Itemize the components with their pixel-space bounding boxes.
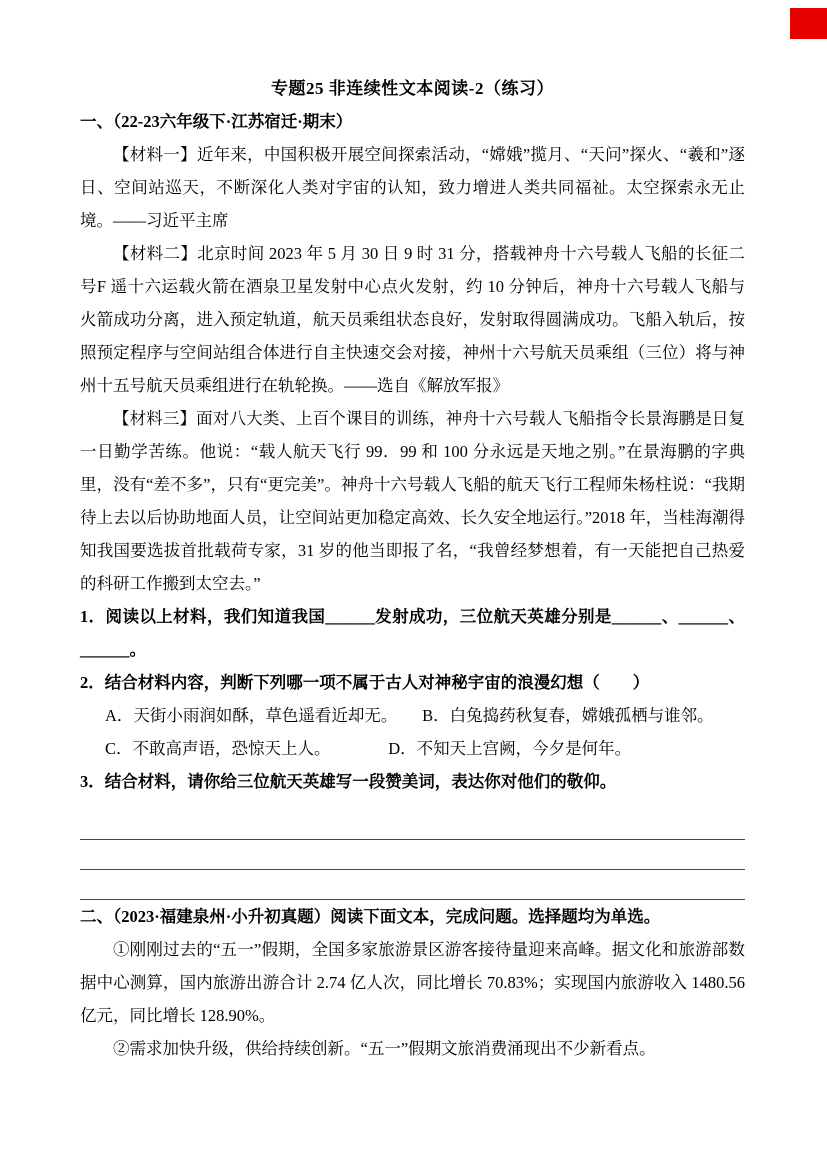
answer-lines-block — [80, 810, 745, 900]
material2-paragraph: 【材料二】北京时间 2023 年 5 月 30 日 9 时 31 分，搭载神舟十六号载人飞船的长征二号F 遥十六运载火箭在酒泉卫星发射中心点火发射，约 10 分钟后，神舟十六号载人飞船与火箭成功分离，进入预定轨道，航天员乘组状态良好，发射取得圆满成功。飞船入轨后，按照预定程序与空间站组合体进行自主快速交会对接，神州十六号航天员乘组（三位）将与神州十五号航天员乘组进行在轨轮换。——选自《解放军报》 — [80, 244, 745, 395]
options-c-d: C．不敢高声语，恐惊天上人。 D．不知天上宫阙，今夕是何年。 — [105, 739, 632, 758]
corner-red-badge — [790, 8, 827, 39]
answer-line — [80, 810, 745, 840]
answer-line — [80, 840, 745, 870]
material3-paragraph: 【材料三】面对八大类、上百个课目的训练，神舟十六号载人飞船指令长景海鹏是日复一日勤学苦练。他说：“载人航天飞行 99．99 和 100 分永远是天地之别。”在景海鹏的字典里，没有“差不多”，只有“更完美”。神舟十六号载人飞船的航天飞行工程师朱杨柱说：“我期待上去以后协助地面人员，让空间站更加稳定高效、长久安全地运行。”2018 年，当桂海潮得知我国要选拔首批载荷专家，31 岁的他当即报了名，“我曾经梦想着，有一天能把自己热爱的科研工作搬到太空去。” — [80, 409, 745, 593]
material1-paragraph: 【材料一】近年来，中国积极开展空间探索活动，“嫦娥”揽月、“天问”探火、“羲和”逐日、空间站巡天，不断深化人类对宇宙的认知，致力增进人类共同福祉。太空探索永无止境。——习近平主席 — [80, 145, 745, 230]
question-2: 2．结合材料内容，判断下列哪一项不属于古人对神秘宇宙的浪漫幻想（ ） — [80, 673, 650, 692]
section2-paragraph-2: ②需求加快升级，供给持续创新。“五一”假期文旅消费涌现出不少新看点。 — [113, 1039, 656, 1058]
section1-heading: 一、（22-23六年级下·江苏宿迁·期末） — [80, 112, 353, 131]
options-a-b: A．天街小雨润如酥，草色遥看近却无。 B．白兔捣药秋复春，嫦娥孤栖与谁邻。 — [105, 706, 714, 725]
section2-paragraph-1: ①刚刚过去的“五一”假期，全国多家旅游景区游客接待量迎来高峰。据文化和旅游部数据中心测算，国内旅游出游合计 2.74 亿人次，同比增长 70.83%；实现国内旅游收入 1480.56 亿元，同比增长 128.90%。 — [80, 940, 745, 1025]
page-title: 专题25 非连续性文本阅读-2（练习） — [271, 79, 554, 98]
question-1: 1．阅读以上材料，我们知道我国______发射成功，三位航天英雄分别是______、______、______。 — [80, 607, 745, 659]
question-3: 3．结合材料，请你给三位航天英雄写一段赞美词，表达你对他们的敬仰。 — [80, 772, 617, 791]
section2-heading: 二、（2023·福建泉州·小升初真题）阅读下面文本，完成问题。选择题均为单选。 — [80, 907, 661, 926]
answer-line — [80, 870, 745, 900]
